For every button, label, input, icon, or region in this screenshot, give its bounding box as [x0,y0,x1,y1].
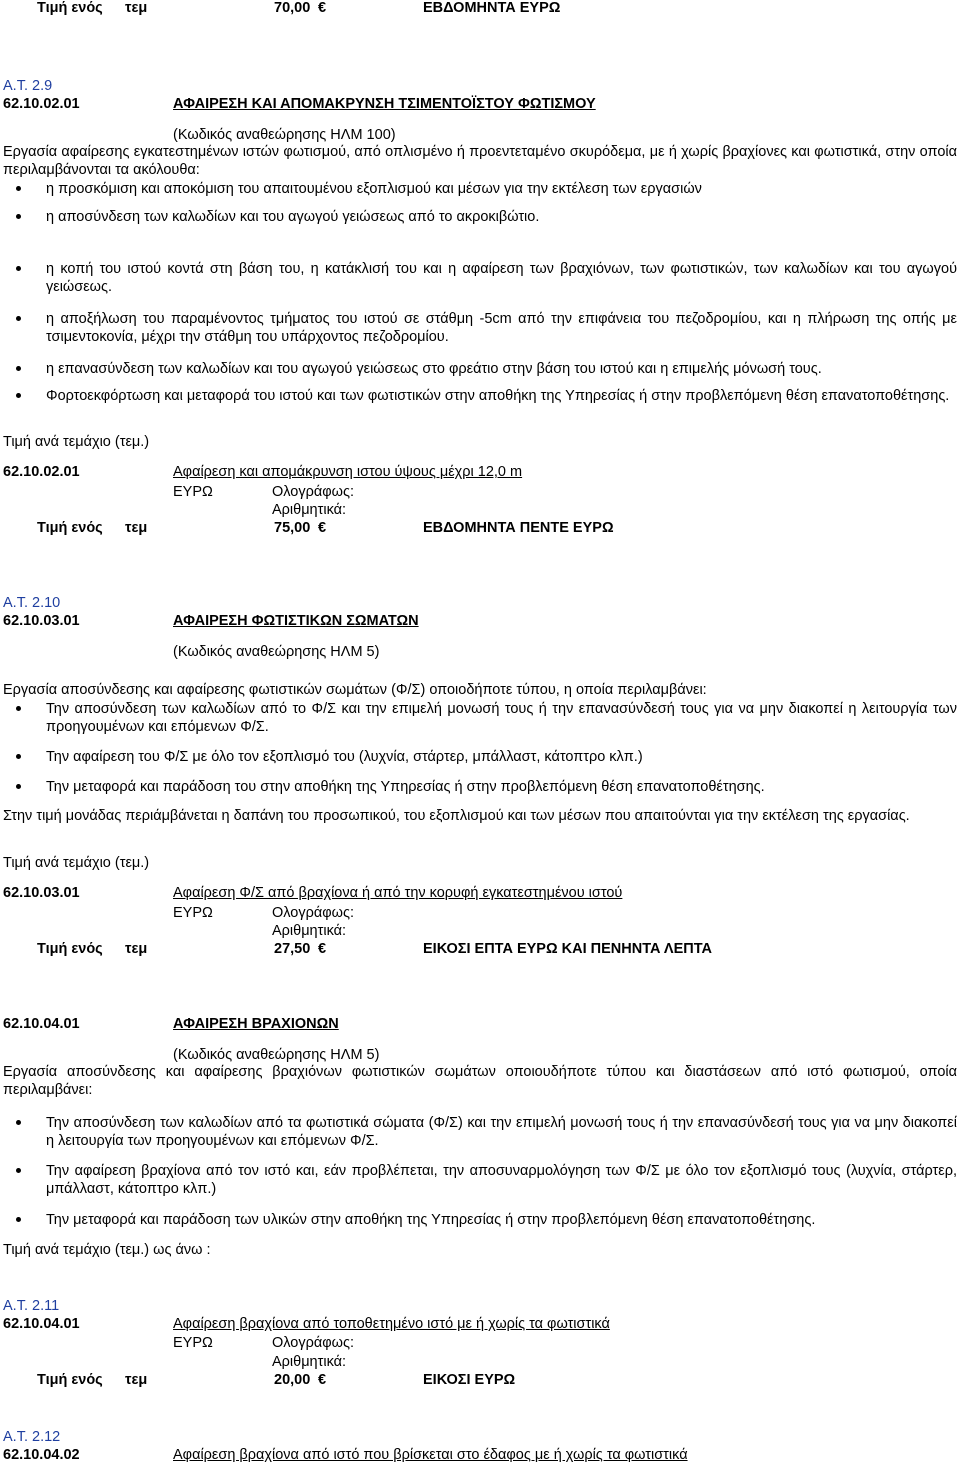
unit-price-note: Τιμή ανά τεμάχιο (τεμ.) ως άνω : [3,1242,211,1258]
price-label: Τιμή ενός [37,520,103,536]
pricing-note: Στην τιμή μονάδας περιάμβάνεται η δαπάνη του προσωπικού, του εξοπλισμού και των μέσων που απαιτούνται για την εκτέλεση της εργασίας. [3,808,910,824]
digits-label: Αριθμητικά: [272,1354,347,1370]
bullet-dot [16,214,21,219]
currency-label: ΕΥΡΩ [173,1335,213,1351]
article-intro: Εργασία αποσύνδεσης και αφαίρεσης φωτιστικών σωμάτων (Φ/Σ) οποιοδήποτε τύπου, η οποία περιλαμβάνει: [3,682,707,698]
bullet-dot [16,1120,21,1125]
price-words: ΕΙΚΟΣΙ ΕΥΡΩ [423,1372,516,1388]
item-description: Αφαίρεση βραχίονα από ιστό που βρίσκεται στο έδαφος με ή χωρίς τα φωτιστικά [173,1447,688,1463]
bullet-dot [16,316,21,321]
price-label: Τιμή ενός [37,0,103,16]
list-item: Την μεταφορά και παράδοση των υλικών στην αποθήκη της Υπηρεσίας ή στην προβλεπόμενη θέση επανατοποθέτησης. [46,1212,816,1228]
euro-symbol: € [318,941,327,957]
article-code: 62.10.02.01 [3,96,80,112]
bullet-dot [16,1168,21,1173]
revision-code: (Κωδικός αναθεώρησης ΗΛΜ 5) [173,644,380,660]
item-code: 62.10.02.01 [3,464,80,480]
digits-label: Αριθμητικά: [272,502,347,518]
at-number: Α.Τ. 2.12 [3,1429,61,1445]
bullet-dot [16,393,21,398]
item-description: Αφαίρεση Φ/Σ από βραχίονα ή από την κορυφή εγκατεστημένου ιστού [173,885,623,901]
euro-symbol: € [318,1372,327,1388]
article-title: ΑΦΑΙΡΕΣΗ ΦΩΤΙΣΤΙΚΩΝ ΣΩΜΑΤΩΝ [173,613,419,629]
article-code: 62.10.04.01 [3,1016,80,1032]
euro-symbol: € [318,520,327,536]
price-unit: τεμ [125,520,148,536]
list-item: Την μεταφορά και παράδοση του στην αποθήκη της Υπηρεσίας ή στην προβλεπόμενη θέση επανατοποθέτησης. [46,779,765,795]
price-amount: 20,00 [274,1372,311,1388]
at-number: Α.Τ. 2.11 [3,1298,60,1314]
bullet-dot [16,754,21,759]
at-number: Α.Τ. 2.10 [3,595,61,611]
bullet-dot [16,784,21,789]
words-label: Ολογράφως: [272,484,354,500]
revision-code: (Κωδικός αναθεώρησης ΗΛΜ 5) [173,1047,380,1063]
article-intro: Εργασία αφαίρεσης εγκατεστημένων ιστών φωτισμού, από οπλισμένο ή προεντεταμένο σκυρόδεμα, με ή χωρίς βραχίονες και φωτιστικά, στην οποία περιλαμβάνονται τα ακόλουθα: [3,144,957,178]
bullet-dot [16,366,21,371]
currency-label: ΕΥΡΩ [173,484,213,500]
digits-label: Αριθμητικά: [272,923,347,939]
item-description: Αφαίρεση και απομάκρυνση ιστου ύψους μέχρι 12,0 m [173,464,523,480]
item-code: 62.10.03.01 [3,885,80,901]
price-words: ΕΙΚΟΣΙ ΕΠΤΑ ΕΥΡΩ ΚΑΙ ΠΕΝΗΝΤΑ ΛΕΠΤΑ [423,941,713,957]
unit-price-note: Τιμή ανά τεμάχιο (τεμ.) [3,855,150,871]
price-words: ΕΒΔΟΜΗΝΤΑ ΕΥΡΩ [423,0,561,16]
list-item: η αποξήλωση του παραμένοντος τμήματος του ιστού σε στάθμη -5cm από την επιφάνεια του πεζοδρομίου, και η πλήρωση της οπής με τσιμεντοκονία, μέχρι την στάθμη του υπάρχοντος πεζοδρομίου. [46,311,957,345]
price-unit: τεμ [125,1372,148,1388]
price-words: ΕΒΔΟΜΗΝΤΑ ΠΕΝΤΕ ΕΥΡΩ [423,520,614,536]
list-item: Την αποσύνδεση των καλωδίων από τα φωτιστικά σώματα (Φ/Σ) και την επιμελή μονωσή τους ή την επανασύνδεσή τους για να μην διακοπεί η λειτουργία των προηγουμένων και επόμενων Φ/Σ. [46,1115,957,1149]
list-item: Την αφαίρεση του Φ/Σ με όλο τον εξοπλισμό του (λυχνία, στάρτερ, μπάλλαστ, κάτοπτρο κλπ.) [46,749,643,765]
list-item: η επανασύνδεση των καλωδίων και του αγωγού γειώσεως στο φρεάτιο στην βάση του ιστού και η επιμελής μόνωσή τους. [46,361,822,377]
item-code: 62.10.04.02 [3,1447,80,1463]
price-amount: 70,00 [274,0,311,16]
article-code: 62.10.03.01 [3,613,80,629]
bullet-dot [16,186,21,191]
list-item: η αποσύνδεση των καλωδίων και του αγωγού γειώσεως από το ακροκιβώτιο. [46,209,540,225]
words-label: Ολογράφως: [272,1335,354,1351]
list-item: Την αποσύνδεση των καλωδίων από το Φ/Σ και την επιμελή μονωσή τους ή την επανασύνδεσή τους για να μην διακοπεί η λειτουργία των προηγουμένων και επόμενων Φ/Σ. [46,701,957,735]
item-description: Αφαίρεση βραχίονα από τοποθετημένο ιστό με ή χωρίς τα φωτιστικά [173,1316,610,1332]
euro-symbol: € [318,0,327,16]
price-amount: 75,00 [274,520,311,536]
price-label: Τιμή ενός [37,1372,103,1388]
list-item: η προσκόμιση και αποκόμιση του απαιτουμένου εξοπλισμού και μέσων για την εκτέλεση των εργασιών [46,181,702,197]
price-unit: τεμ [125,0,148,16]
item-code: 62.10.04.01 [3,1316,80,1332]
price-label: Τιμή ενός [37,941,103,957]
list-item: Την αφαίρεση βραχίονα από τον ιστό και, εάν προβλέπεται, την αποσυναρμολόγηση των Φ/Σ με όλο τον εξοπλισμό τους (λυχνία, στάρτερ, μπάλλαστ, κάτοπτρο κλπ.) [46,1163,957,1197]
at-number: Α.Τ. 2.9 [3,78,53,94]
bullet-dot [16,706,21,711]
unit-price-note: Τιμή ανά τεμάχιο (τεμ.) [3,434,150,450]
price-unit: τεμ [125,941,148,957]
article-title: ΑΦΑΙΡΕΣΗ ΒΡΑΧΙΟΝΩΝ [173,1016,339,1032]
words-label: Ολογράφως: [272,905,354,921]
bullet-dot [16,266,21,271]
list-item: η κοπή του ιστού κοντά στη βάση του, η κατάκλισή του και η αφαίρεση των βραχιόνων, των φωτιστικών, των καλωδίων και του αγωγού γειώσεως. [46,261,957,295]
article-title: ΑΦΑΙΡΕΣΗ ΚΑΙ ΑΠΟΜΑΚΡΥΝΣΗ ΤΣΙΜΕΝΤΟΪΣΤΟΥ ΦΩΤΙΣΜΟΥ [173,96,596,112]
bullet-dot [16,1217,21,1222]
price-amount: 27,50 [274,941,311,957]
list-item: Φορτοεκφόρτωση και μεταφορά του ιστού και των φωτιστικών στην αποθήκη της Υπηρεσίας ή στην προβλεπόμενη θέση επανατοποθέτησης. [46,388,950,404]
currency-label: ΕΥΡΩ [173,905,213,921]
article-intro: Εργασία αποσύνδεσης και αφαίρεσης βραχιόνων φωτιστικών σωμάτων οποιουδήποτε τύπου και διαστάσεων από ιστό φωτισμού, οποία περιλαμβάνει: [3,1064,957,1098]
revision-code: (Κωδικός αναθεώρησης ΗΛΜ 100) [173,127,396,143]
